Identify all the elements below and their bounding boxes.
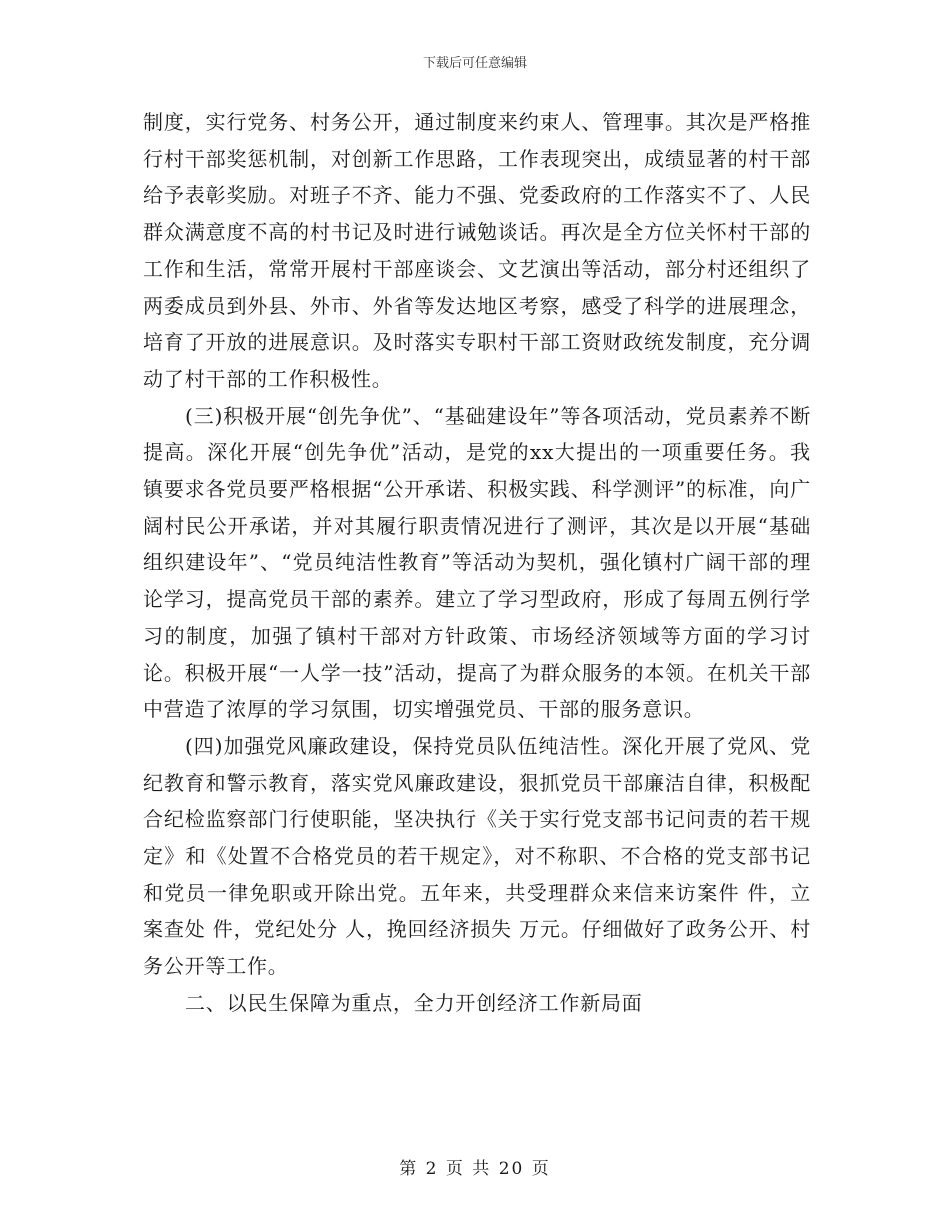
section-heading-2: 二、以民生保障为重点，全力开创经济工作新局面 xyxy=(185,990,643,1015)
document-body xyxy=(143,104,811,1022)
paragraph-section-3: (三)积极开展“创先争优”、“基础建设年”等各项活动，党员素养不断提高。深化开展“创先争优”活动，是党的xx大提出的一项重要任务。我镇要求各党员要严格根据“公开承诺、积极实践、科学测评”的标准，向广阔村民公开承诺，并对其履行职责情况进行了测评，其次是以开展“基础组织建设年”、“党员纯洁性教育”等活动为契机，强化镇村广阔干部的理论学习，提高党员干部的素养。建立了学习型政府，形成了每周五例行学习的制度，加强了镇村干部对方针政策、市场经济领域等方面的学习讨论。积极开展“一人学一技”活动，提高了为群众服务的本领。在机关干部中营造了浓厚的学习氛围，切实增强党员、干部的服务意识。 xyxy=(143,403,811,722)
page-header: 下载后可任意编辑 xyxy=(422,56,527,71)
paragraph-section-4: (四)加强党风廉政建设，保持党员队伍纯洁性。深化开展了党风、党纪教育和警示教育，落实党风廉政建设，狠抓党员干部廉洁自律，积极配合纪检监察部门行使职能，坚决执行《关于实行党支部书记问责的若干规定》和《处置不合格党员的若干规定》，对不称职、不合格的党支部书记和党员一律免职或开除出党。五年来，共受理群众来信来访案件 件，立案查处 件，党纪处分 人，挽回经济损失 万元。仔细做好了政务公开、村务公开等工作。 xyxy=(143,733,811,979)
page-number-footer: 第 2 页 共 20 页 xyxy=(399,1159,551,1179)
paragraph-continuation: 制度，实行党务、村务公开，通过制度来约束人、管理事。其次是严格推行村干部奖惩机制，对创新工作思路，工作表现突出，成绩显著的村干部给予表彰奖励。对班子不齐、能力不强、党委政府的工作落实不了、人民群众满意度不高的村书记及时进行诫勉谈话。再次是全方位关怀村干部的工作和生活，常常开展村干部座谈会、文艺演出等活动，部分村还组织了两委成员到外县、外市、外省等发达地区考察，感受了科学的进展理念，培育了开放的进展意识。及时落实专职村干部工资财政统发制度，充分调动了村干部的工作积极性。 xyxy=(143,110,811,391)
